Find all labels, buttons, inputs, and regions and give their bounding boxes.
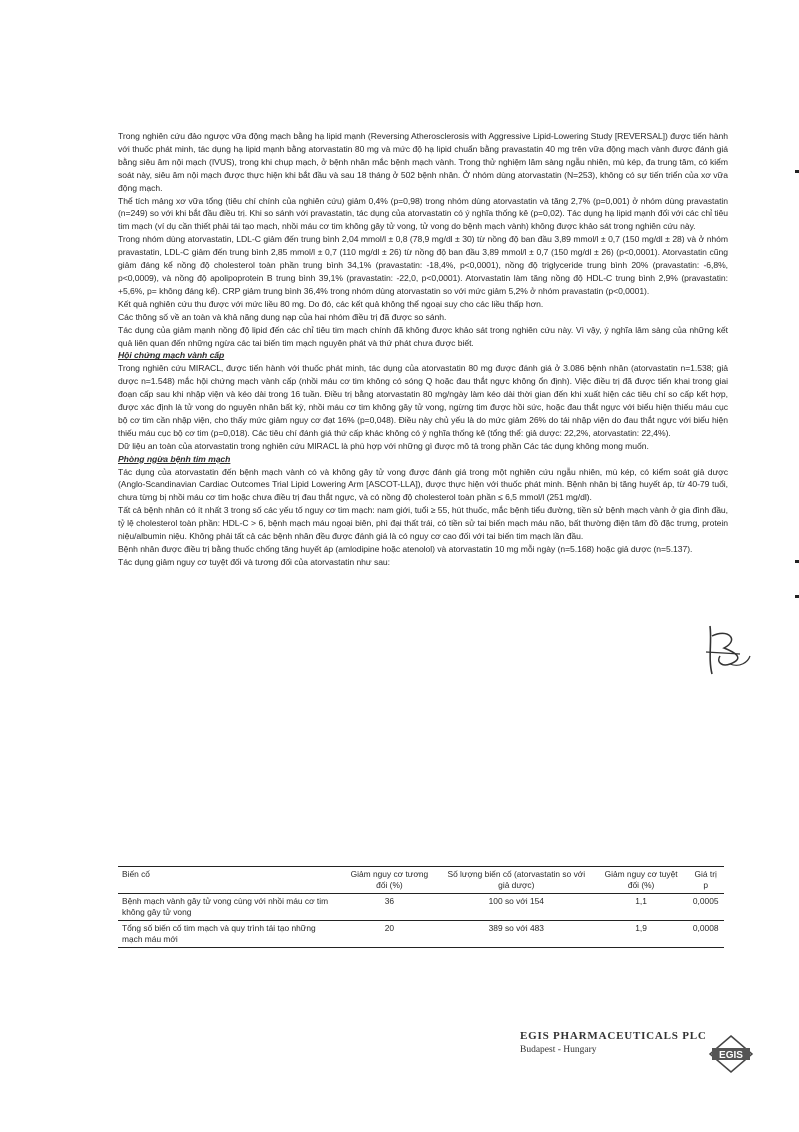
table-cell: 100 so với 154 bbox=[488, 896, 544, 906]
table-header-row bbox=[118, 867, 724, 894]
company-stamp bbox=[520, 1028, 760, 1078]
paragraph-safety-compare: Các thông số về an toàn và khả năng dung nạp của hai nhóm điều trị đã được so sánh. bbox=[118, 311, 447, 322]
paragraph-table-intro: Tác dụng giảm nguy cơ tuyệt đối và tương đối của atorvastatin như sau: bbox=[118, 556, 390, 567]
paragraph-reversal-intro: Trong nghiên cứu đảo ngược vữa động mạch bằng hạ lipid mạnh (Reversing Atherosclerosis with Aggressive Lipid-Lowering Study [REVERSAL]) được tiến hành với thuốc phát minh, tác dụng hạ lipid mạnh bằng atorvastatin 80 mg và mức độ hạ lipid chuẩn bằng pravastatin 40 mg trên vữa động mạch vành được đánh giá bằng siêu âm nội mạch (IVUS), trong khi chụp mạch, ở bệnh nhân mắc bệnh mạch vành. Trong thử nghiệm lâm sàng ngẫu nhiên, mù kép, đa trung tâm, có kiểm soát này, siêu âm nội mạch được thực hiện khi bắt đầu và sau 18 tháng ở 502 bệnh nhân. Ở nhóm dùng atorvastatin (N=253), không có sự tiến triển của xơ vữa động mạch. bbox=[118, 131, 728, 193]
table-cell: 0,0008 bbox=[692, 923, 719, 933]
company-name: EGIS PHARMACEUTICALS PLC bbox=[520, 1030, 707, 1042]
table-header: Giá trị p bbox=[694, 869, 717, 890]
table-cell: 20 bbox=[384, 923, 395, 933]
company-city: Budapest - Hungary bbox=[520, 1045, 597, 1055]
svg-text:EGIS: EGIS bbox=[719, 1050, 743, 1061]
table-row bbox=[118, 894, 724, 921]
paragraph-miracl-safety: Dữ liệu an toàn của atorvastatin trong nghiên cứu MIRACL là phù hợp với những gì được mô tả trong phần Các tác dụng không mong muốn. bbox=[118, 440, 649, 451]
paragraph-miracl: Trong nghiên cứu MIRACL, được tiến hành với thuốc phát minh, tác dụng của atorvastatin 80 mg được đánh giá ở 3.086 bệnh nhân (atorvastatin n=1.538; giả dược n=1.548) mắc hội chứng mạch vành cấp (nhồi máu cơ tim không có sóng Q hoặc đau thắt ngực không ổn định). Việc điều trị đã được tiến khai trong giai đoạn cấp sau khi nhập viện và kéo dài trong 16 tuần. Điều trị bằng atorvastatin 80 mg/ngày làm kéo dài thời gian đến khi xuất hiện các tiêu chí so cấp kết hợp, được xác định là tử vong do nguyên nhân bất kỳ, nhồi máu cơ tim không gây tử vong, ngừng tim được hồi sức, hoặc đau thắt ngực với biểu hiện thiếu máu cục bộ cơ tim cần nhập viện, cho thấy mức giảm nguy cơ đạt 16% (p=0,048). Điều này chủ yếu là do mức giảm 26% do tái nhập viện do đau thắt ngực với biểu hiện thiếu máu cục bộ cơ tim (p=0,018). Các tiêu chí đánh giá thứ cấp khác không có ý nghĩa thống kê (tổng thể: giả dược: 22,2%, atorvastatin: 22,4%). bbox=[118, 363, 728, 438]
paragraph-lipid-results: Trong nhóm dùng atorvastatin, LDL-C giảm đến trung bình 2,04 mmol/l ± 0,8 (78,9 mg/dl ± 30) từ nồng độ ban đầu 3,89 mmol/l ± 0,7 (150 mg/dl ± 28) và ở nhóm pravastatin, LDL-C giảm đến trung bình 2,85 mmol/l ± 0,7 (110 mg/dl ± 26) từ nồng độ ban đầu 3,89 mmol/l ± 0,7 (150 mg/dl ± 26) (p<0,0001). Atorvastatin cũng giảm đáng kể nồng độ cholesterol toàn phần trung bình 34,1% (pravastatin: -18,4%, p<0,0001), nồng độ triglyceride trung bình 20% (pravastatin: -6,8%, p<0,0009), và nồng độ apolipoprotein B trung bình 39,1% (pravastatin: -22,0, p<0,0001). Atorvastatin làm tăng nồng độ HDL-C trung bình 2,9% (pravastatin: +5,6%, p= không đáng kể). CRP giảm trung bình 36,4% trong nhóm dùng atorvastatin so với mức giảm 5,2% ở nhóm pravastatin (p<0,0001). bbox=[118, 234, 728, 296]
table-cell: 1,9 bbox=[635, 923, 647, 933]
table-header: Giảm nguy cơ tuyệt đối (%) bbox=[604, 869, 678, 890]
scan-edge-mark bbox=[795, 595, 799, 598]
table-cell: Bệnh mạch vành gây tử vong cùng với nhồi máu cơ tim không gây tử vong bbox=[122, 896, 329, 917]
table-row bbox=[118, 921, 724, 948]
egis-logo-icon bbox=[708, 1034, 754, 1074]
body-text bbox=[118, 130, 728, 569]
scan-edge-mark bbox=[795, 170, 799, 173]
paragraph-plaque-volume: Thể tích mảng xơ vữa tổng (tiêu chí chính của nghiên cứu) giảm 0,4% (p=0,98) trong nhóm dùng atorvastatin và tăng 2,7% (p=0,001) ở nhóm dùng pravastatin (n=249) so với khi bắt đầu điều trị. Khi so sánh với pravastatin, tác dụng của atorvastatin có ý nghĩa thống kê (p=0,02). Tác dụng hạ lipid mạnh đối với các chỉ tiêu tim mạch (ví dụ cần thiết phải tái tạo mạch, nhồi máu cơ tim không gây tử vong, tử vong do bệnh mạch vành) không được khảo sát trong nghiên cứu này. bbox=[118, 195, 728, 232]
table-header: Biến cố bbox=[122, 869, 150, 879]
table-cell: 36 bbox=[384, 896, 395, 906]
paragraph-dose-note: Kết quả nghiên cứu thu được với mức liều 80 mg. Do đó, các kết quả không thể ngoại suy cho các liều thấp hơn. bbox=[118, 298, 544, 309]
paragraph-treatment-groups: Bệnh nhân được điều trị bằng thuốc chống tăng huyết áp (amlodipine hoặc atenolol) và atorvastatin 10 mg mỗi ngày (n=5.168) hoặc giả dược (n=5.137). bbox=[118, 544, 693, 554]
paragraph-clinical-significance: Tác dụng của giảm mạnh nồng độ lipid đến các chỉ tiêu tim mạch chính đã không được khảo sát trong nghiên cứu này. Vì vậy, ý nghĩa lâm sàng của những kết quả liên quan đến những ngừa các tai biến tim mạch nguyên phát và thứ phát chưa được biết. bbox=[118, 324, 728, 348]
paragraph-ascot: Tác dụng của atorvastatin đến bệnh mạch vành có và không gây tử vong được đánh giá trong một nghiên cứu ngẫu nhiên, mù kép, có kiểm soát giả dược (Anglo-Scandinavian Cardiac Outcomes Trial Lipid Lowering Arm [ASCOT-LLA]), được thực hiện với thuốc phát minh. Bệnh nhân bị tăng huyết áp, từ 40-79 tuổi, chưa từng bị nhồi máu cơ tim hoặc chưa điều trị đau thắt ngực, và có nồng độ cholesterol toàn phần ≤ 6,5 mmol/l (251 mg/dl). bbox=[118, 466, 728, 503]
table-cell: 389 so với 483 bbox=[488, 923, 544, 933]
handwritten-initials-icon bbox=[700, 622, 752, 685]
table-cell: 1,1 bbox=[635, 896, 647, 906]
scan-edge-mark bbox=[795, 560, 799, 563]
table-cell: Tổng số biến cố tim mạch và quy trình tái tạo những mạch máu mới bbox=[122, 923, 316, 944]
heading-acute-coronary: Hội chứng mạch vành cấp bbox=[118, 350, 225, 361]
paragraph-risk-factors: Tất cả bệnh nhân có ít nhất 3 trong số các yếu tố nguy cơ tim mạch: nam giới, tuổi ≥ 55, hút thuốc, mắc bệnh tiểu đường, tiền sử bệnh mạch vành ở gia đình đầu, tỷ lệ cholesterol toàn phần: HDL-C > 6, bệnh mạch máu ngoại biên, phì đại thất trái, có tiền sử tai biến mạch máu não, bất thường điện tâm đồ đặc trưng, protein niệu/albumin niệu. Không phải tất cả các bệnh nhân đều được đánh giá là có nguy cơ cao đối với tai biến tim mạch lần đầu. bbox=[118, 505, 728, 542]
heading-prevention: Phòng ngừa bệnh tim mạch bbox=[118, 453, 231, 464]
table-header: Số lượng biến cố (atorvastatin so với giả dược) bbox=[447, 869, 586, 890]
risk-reduction-table bbox=[118, 866, 724, 948]
table-cell: 0,0005 bbox=[692, 896, 719, 906]
table-header: Giảm nguy cơ tương đối (%) bbox=[350, 869, 429, 890]
